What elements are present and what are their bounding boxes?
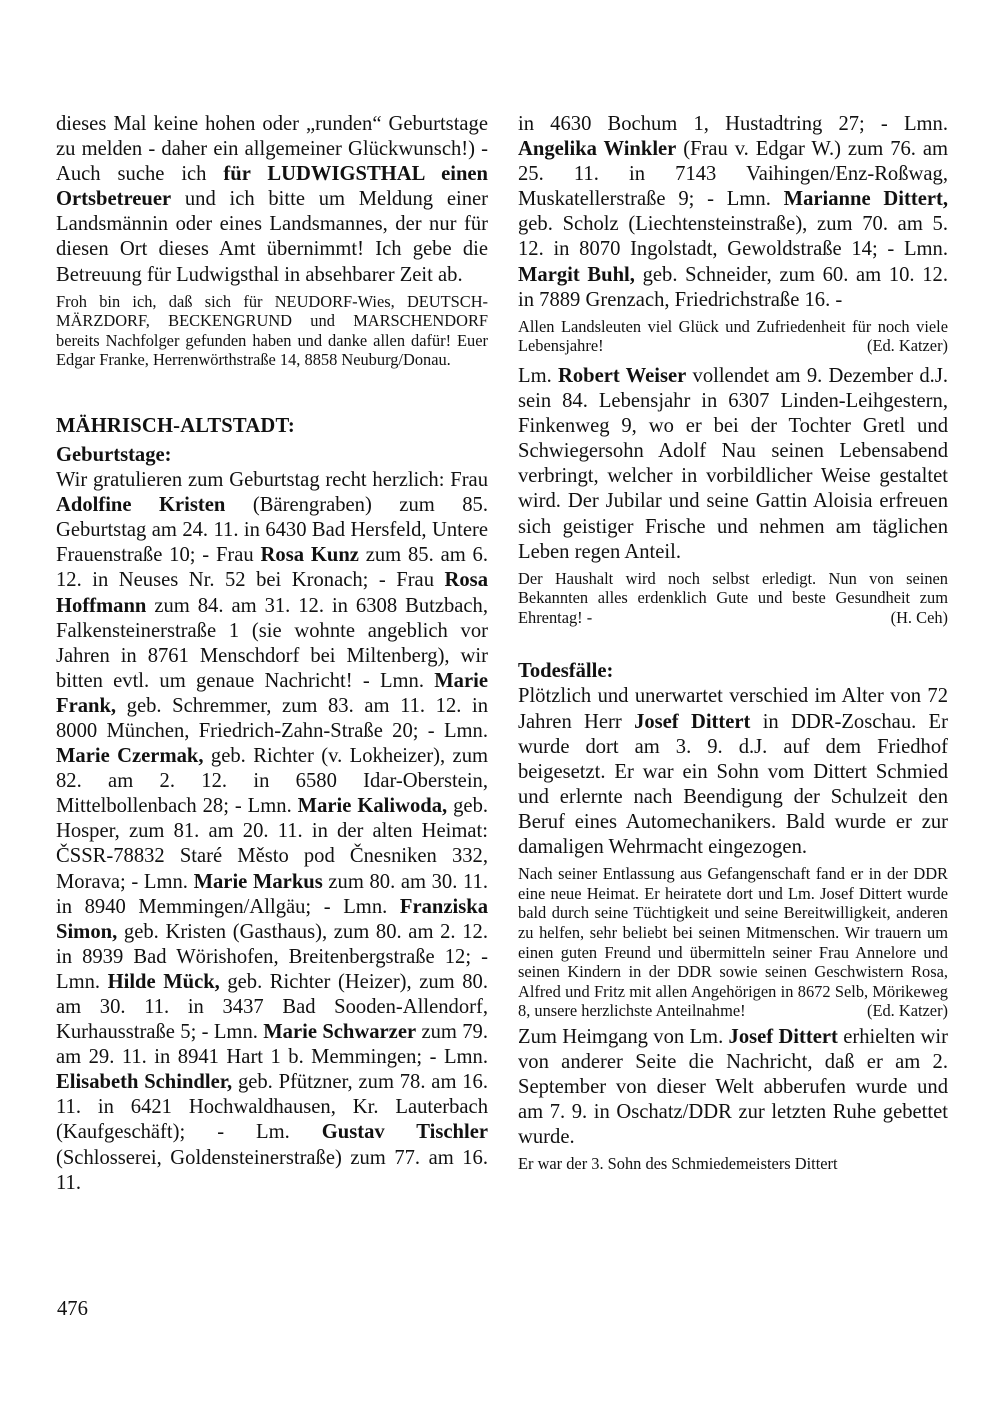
text-run: geb. Richter (v. Lokheizer), zum 82. am 2. 12. in 6580 Idar-Oberstein, Mittelbollenbach 28; - Lmn. bbox=[56, 745, 489, 818]
paragraph-schmiedemeister: Er war der 3. Sohn des Schmiedemeisters Dittert bbox=[518, 1154, 838, 1174]
text-run: geb. Hosper, zum 81. am 20. 11. in der alten Heimat: ČSSR-78832 Staré Město pod Čnesniken 332, Morava; - Lmn. bbox=[56, 795, 489, 893]
right-column bbox=[518, 112, 948, 1174]
text-run: zum 79. am 29. 11. in 8941 Hart 1 b. Memmingen; - Lmn. bbox=[56, 1021, 488, 1069]
person-name: Marianne Dittert, bbox=[783, 188, 948, 211]
text-run: und ich bitte um Meldung einer Landsmännin oder eines Landsmannes, der nur für diesen Ort dieses Amt übernimmt! Ich gebe die Betreuung für Ludwigsthal in absehbarer Zeit ab. bbox=[56, 188, 488, 286]
person-name: Marie Czermak, bbox=[56, 745, 204, 768]
text-run: geb. Schneider, zum 60. am 10. 12. in 7889 Grenzach, Friedrichstraße 16. - bbox=[518, 263, 948, 311]
paragraph-entlassung bbox=[518, 864, 948, 1021]
subheading-geburtstage: Geburtstage: bbox=[56, 444, 172, 467]
text-run: Lm. bbox=[518, 364, 558, 387]
text-run: Nach seiner Entlassung aus Gefangenschaft fand er in der DDR eine neue Heimat. Er heiratete dort und Lm. Josef Dittert wurde bald durch seine Tüchtigkeit und seine Bereitwilligkeit, anderen zu helfen, sehr beliebt bei seinen Mitmenschen. Wir trauern um einen guten Freund und übermitteln seiner Frau Annelore und seinen Kindern in der DDR sowie seinen Geschwistern Rosa, Alfred und Fritz mit allen Angehörigen in 8672 Selb, Mörikeweg 8, unsere herzlichste Anteilnahme! bbox=[518, 864, 948, 1021]
text-run: geb. Scholz (Liechtensteinstraße), zum 70. am 5. 12. in 8070 Ingolstadt, Gewoldstraße 14; - Lmn. bbox=[518, 213, 948, 261]
text-run: geb. Richter (Heizer), zum 80. am 30. 11. in 3437 Bad Sooden-Allendorf, Kurhausstraße 5; - Lmn. bbox=[56, 970, 488, 1044]
bold-run: für LUDWIGSTHAL einen Ortsbetreuer bbox=[56, 163, 488, 211]
page-number: 476 bbox=[57, 1298, 88, 1320]
person-name: Franziska Simon, bbox=[56, 895, 488, 943]
text-run: Der Haushalt wird noch selbst erledigt. Nun von seinen Bekannten alles erdenklich Gute und beste Gesundheit zum Ehrentag! - bbox=[518, 568, 948, 627]
text-run: Zum Heimgang von Lm. bbox=[518, 1025, 729, 1048]
subheading-todesfaelle: Todesfälle: bbox=[518, 660, 614, 683]
paragraph-robert-weiser bbox=[518, 364, 948, 565]
person-name: Josef Dittert bbox=[728, 1025, 838, 1048]
text-run: (Bärengraben) zum 85. Geburtstag am 24. 11. in 6430 Bad Hersfeld, Untere Frauenstraße 10; - Frau bbox=[56, 494, 489, 567]
signature: (Ed. Katzer) bbox=[867, 1001, 948, 1021]
text-run: (Frau v. Edgar W.) zum 76. am 25. 11. in 7143 Vaihingen/Enz-Roßwag, Muskatellerstraße 9; - Lmn. bbox=[518, 138, 948, 211]
text-run: zum 85. am 6. 12. in Neuses Nr. 52 bei Kronach; - Frau bbox=[56, 544, 488, 592]
person-name: Rosa Kunz bbox=[260, 544, 359, 567]
text-run: (Schlosserei, Goldensteinerstraße) zum 77. am 16. 11. bbox=[56, 1146, 488, 1194]
signature: (Ed. Katzer) bbox=[867, 336, 948, 356]
text-run: Plötzlich und unerwartet verschied im Alter von 72 Jahren Herr bbox=[518, 685, 948, 733]
text-run: erhielten wir von anderer Seite die Nachricht, daß er am 2. September von dieser Welt abberufen wurde und am 7. 9. in Oschatz/DDR zur letzten Ruhe gebettet wurde. bbox=[518, 1025, 948, 1149]
text-run: Allen Landsleuten viel Glück und Zufriedenheit für noch viele Lebensjahre! bbox=[518, 316, 948, 356]
person-name: Marie Kaliwoda, bbox=[297, 795, 448, 818]
person-name: Marie Markus bbox=[193, 870, 323, 893]
text-run: dieses Mal keine hohen oder „runden“ Geburtstage zu melden - daher ein allgemeiner Glückwunsch!) - Auch suche ich bbox=[56, 113, 488, 186]
person-name: Adolfine Kristen bbox=[56, 494, 226, 517]
paragraph-haushalt bbox=[518, 569, 948, 628]
text-run: geb. Pfützner, zum 78. am 16. 11. in 6421 Hochwaldhausen, Kr. Lauterbach (Kaufgeschäft); - Lm. bbox=[56, 1071, 488, 1144]
person-name: Robert Weiser bbox=[558, 364, 687, 387]
paragraph-josef-dittert bbox=[518, 684, 948, 860]
paragraph-geburtstage bbox=[56, 468, 488, 1196]
text-run: geb. Kristen (Gasthaus), zum 80. am 2. 12. in 8939 Bad Wörishofen, Breitenbergstraße 12; - Lmn. bbox=[56, 920, 488, 993]
person-name: Rosa Hoffmann bbox=[56, 569, 488, 617]
paragraph-ortsbetreuer bbox=[56, 112, 488, 288]
person-name: Marie Schwarzer bbox=[263, 1021, 417, 1044]
paragraph-nachfolger: Froh bin ich, daß sich für NEUDORF-Wies, DEUTSCH-MÄRZDORF, BECKENGRUND und MARSCHENDORF bereits Nachfolger gefunden haben und danke allen dafür! Euer Edgar Franke, Herrenwörthstraße 14, 8858 Neuburg/Donau. bbox=[56, 291, 488, 370]
person-name: Margit Buhl, bbox=[518, 263, 635, 286]
text-run: in 4630 Bochum 1, Hustadtring 27; - Lmn. bbox=[518, 113, 948, 135]
text-run: Wir gratulieren zum Geburtstag recht herzlich: Frau bbox=[56, 469, 488, 492]
paragraph-glueckwunsch bbox=[518, 317, 948, 356]
person-name: Hilde Mück, bbox=[107, 970, 220, 993]
signature: (H. Ceh) bbox=[890, 607, 948, 627]
person-name: Marie Frank, bbox=[56, 669, 488, 717]
left-column bbox=[56, 112, 488, 1196]
text-run: geb. Schremmer, zum 83. am 11. 12. in 8000 München, Friedrich-Zahn-Straße 20; - Lmn. bbox=[56, 694, 488, 742]
person-name: Elisabeth Schindler, bbox=[56, 1071, 233, 1094]
paragraph-geburtstage-cont bbox=[518, 112, 948, 313]
person-name: Gustav Tischler bbox=[321, 1121, 488, 1144]
text-run: in DDR-Zoschau. Er wurde dort am 3. 9. d.J. auf dem Friedhof beigesetzt. Er war ein Sohn vom Dittert Schmied und erlernte nach Beendigung der Schulzeit den Beruf eines Automechanikers. Bald wurde er zur damaligen Wehrmacht eingezogen. bbox=[518, 710, 948, 859]
text-run: zum 84. am 31. 12. in 6308 Butzbach, Falkensteinerstraße 1 (sie wohnte angeblich vor Jahren in 8761 Menschdorf bei Miltenberg), wir bitten evtl. um genaue Nachricht! - Lmn. bbox=[56, 594, 488, 692]
person-name: Josef Dittert bbox=[634, 710, 751, 733]
text-run: zum 80. am 30. 11. in 8940 Memmingen/Allgäu; - Lmn. bbox=[56, 870, 488, 918]
person-name: Angelika Winkler bbox=[518, 138, 677, 161]
text-run: vollendet am 9. Dezember d.J. sein 84. Lebensjahr in 6307 Linden-Leihgestern, Finkenweg 9, wo er bei der Tochter Gretl und Schwiegersohn Adolf Nau seinen Lebensabend verbringt, welcher in vorbildlicher Weise gestaltet wird. Der Jubilar und seine Gattin Aloisia erfreuen sich geistiger Frische und nehmen am täglichen Leben regen Anteil. bbox=[518, 364, 948, 563]
section-heading: MÄHRISCH-ALTSTADT: bbox=[56, 415, 295, 438]
paragraph-heimgang bbox=[518, 1025, 948, 1150]
